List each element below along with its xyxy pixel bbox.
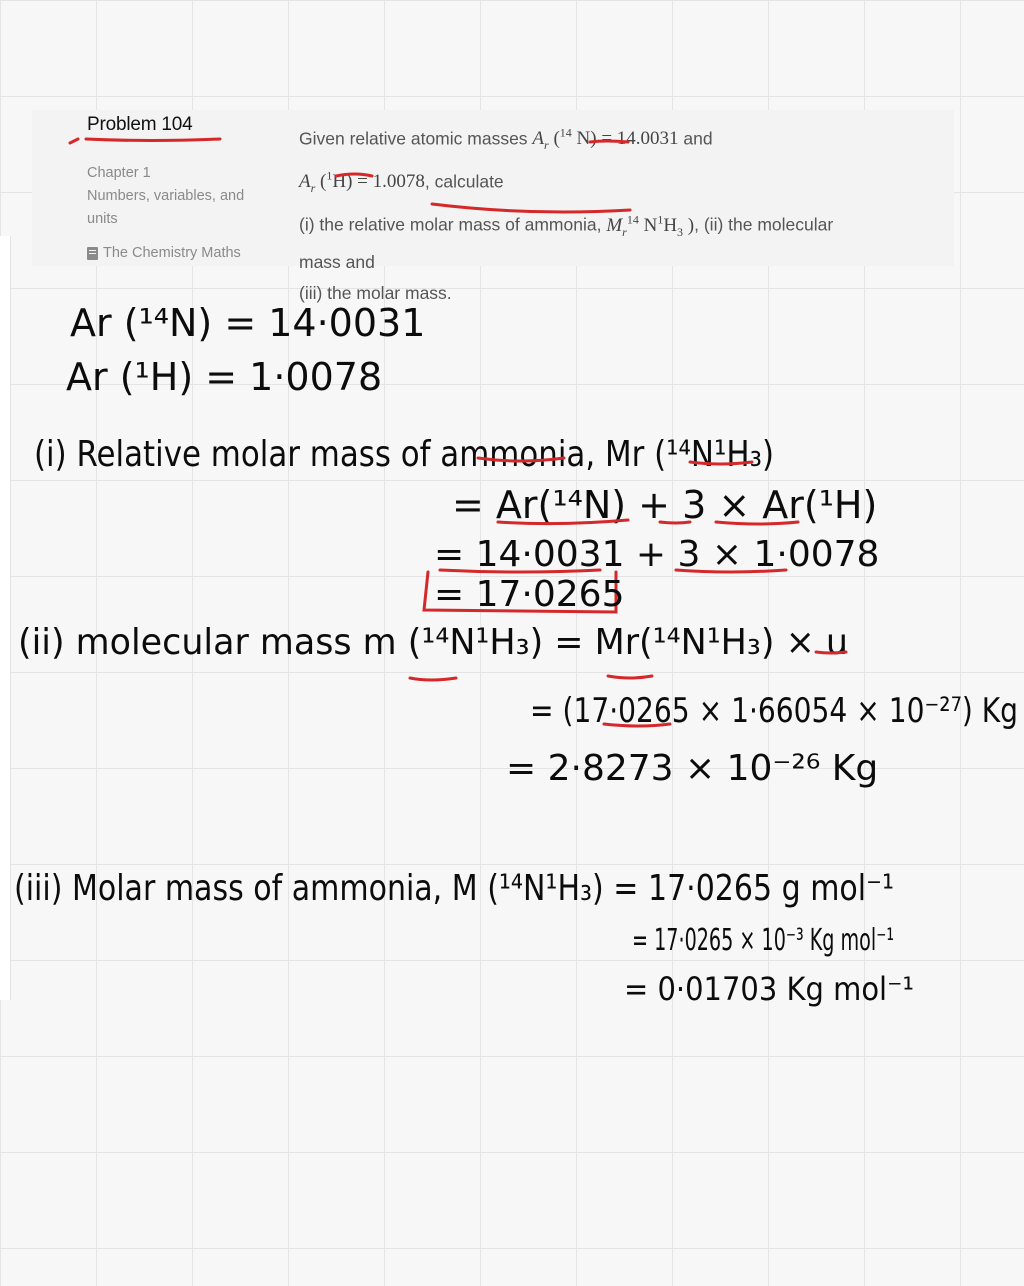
- part-i-step-1: = Ar(¹⁴N) + 3 × Ar(¹H): [452, 483, 878, 527]
- part-i-step-2: = 14·0031 + 3 × 1·0078: [434, 534, 880, 575]
- red-underline-h: [336, 174, 372, 176]
- statement-text: Given relative atomic masses: [299, 128, 533, 149]
- part-ii-heading: (ii) molecular mass m (¹⁴N¹H₃) = Mr(¹⁴N¹H₃) × u: [18, 622, 848, 663]
- statement-line-5: (iii) the molar mass.: [299, 283, 452, 304]
- red-underline-u: [816, 652, 846, 653]
- statement-text: , calculate: [424, 171, 504, 192]
- book-title: The Chemistry Maths: [103, 245, 241, 261]
- statement-text: and: [678, 128, 713, 149]
- red-underline-3: [660, 522, 690, 523]
- part-ii-result: = 2·8273 × 10⁻²⁶ Kg: [506, 748, 879, 789]
- part-iii-heading: (iii) Molar mass of ammonia, M (¹⁴N¹H₃) = 17·0265 g mol⁻¹: [14, 868, 894, 909]
- given-line-1: Ar (¹⁴N) = 14·0031: [70, 301, 426, 345]
- mr-ammonia: $M_r^{14}$ $N^1H_3$ ): [606, 212, 695, 239]
- given-line-2: Ar (¹H) = 1·0078: [66, 355, 383, 399]
- red-underline-mr: [608, 676, 652, 678]
- chapter-title-line2: units: [87, 211, 118, 227]
- part-ii-step-1: = (17·0265 × 1·66054 × 10⁻²⁷) Kg: [530, 691, 1018, 731]
- part-i-heading: (i) Relative molar mass of ammonia, Mr (¹⁴N¹H₃): [34, 434, 774, 475]
- problem-title: Problem 104: [87, 114, 193, 135]
- red-underline-14n: [410, 678, 456, 680]
- red-underline-ammonia: [432, 204, 630, 212]
- part-i-result: = 17·0265: [434, 574, 625, 615]
- given-ar-h: $A_r$ ($^1$H) = 1.0078: [299, 169, 425, 196]
- statement-text: (i) the relative molar mass of ammonia,: [299, 214, 607, 235]
- red-tick-mark: [70, 139, 78, 143]
- part-iii-step-1: = 17·0265 × 10⁻³ Kg mol⁻¹: [632, 923, 894, 958]
- chapter-number: Chapter 1: [87, 165, 151, 181]
- statement-line-4: mass and: [299, 252, 375, 273]
- red-underline-title: [86, 139, 220, 141]
- statement-text: , (ii) the molecular: [694, 214, 834, 235]
- chapter-title-line1: Numbers, variables, and: [87, 188, 245, 204]
- red-underline-n: [590, 141, 628, 142]
- part-iii-result: = 0·01703 Kg mol⁻¹: [624, 970, 914, 1008]
- given-ar-n: $A_r$ ($^{14}$ N) = 14.0031: [532, 126, 679, 153]
